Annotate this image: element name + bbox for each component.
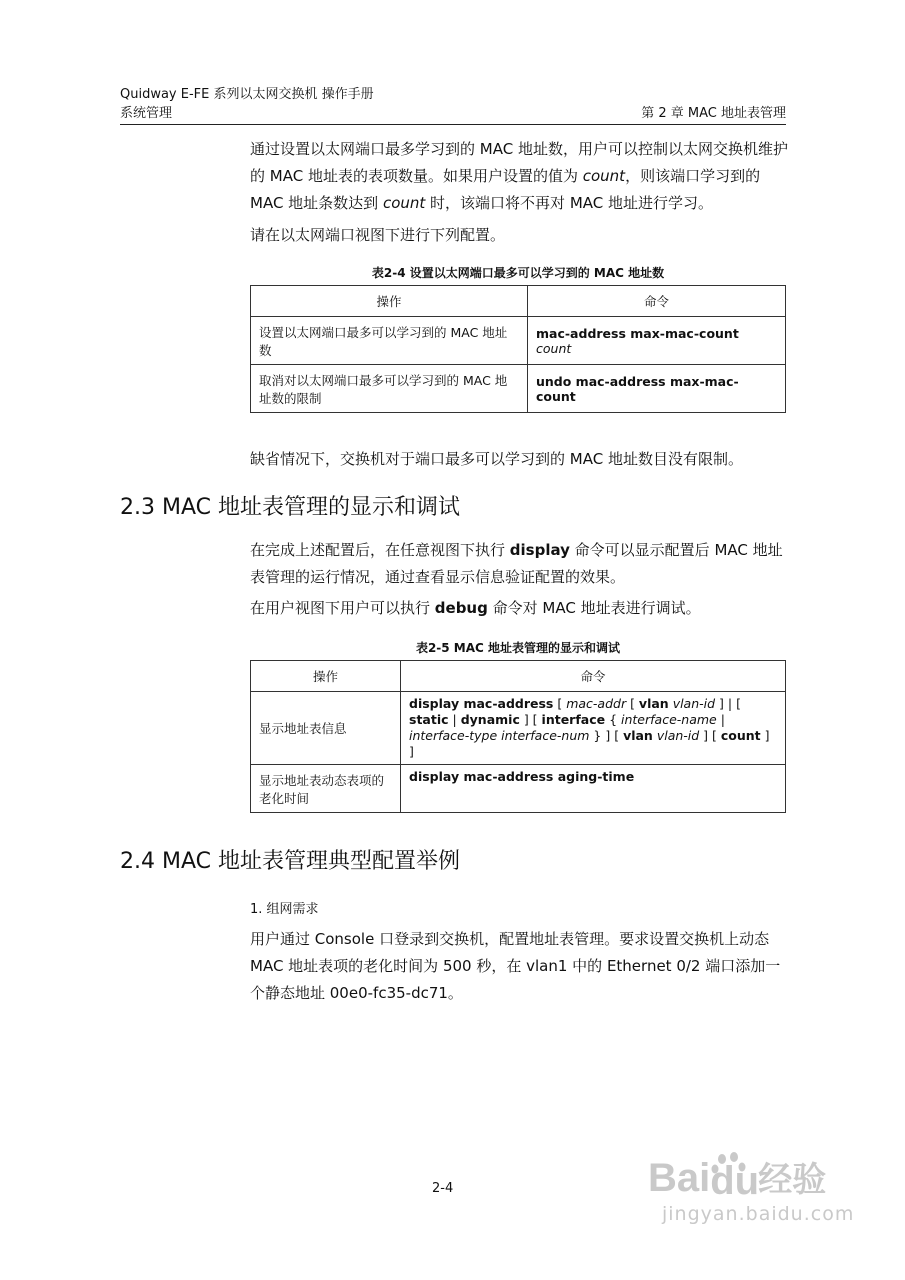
section-name: 系统管理 xyxy=(120,106,173,121)
intro-count-1: count xyxy=(582,167,626,185)
table4-header-row xyxy=(251,286,786,317)
table5-caption: 表2-5 MAC 地址表管理的显示和调试 xyxy=(415,641,621,655)
table4-row1-cmd-ital: count xyxy=(536,340,572,356)
table5-cmd-segment: [ xyxy=(626,696,639,711)
sec23-paragraph-1 xyxy=(250,537,790,591)
table-row xyxy=(251,692,786,765)
sec23-paragraph-2 xyxy=(250,595,790,622)
page-number: 2-4 xyxy=(432,1181,454,1196)
watermark-brand-cn: 经验 xyxy=(758,1161,827,1199)
section-2-3-title: 2.3 MAC 地址表管理的显示和调试 xyxy=(120,495,460,520)
chapter-name: 第 2 章 MAC 地址表管理 xyxy=(641,106,786,121)
table5-cmd-segment: vlan xyxy=(638,696,669,711)
table5-cmd-segment: ] [ xyxy=(519,712,542,727)
sec23-p2-cmd: debug xyxy=(434,599,488,617)
sec23-p1-cmd: display xyxy=(509,541,570,559)
table5-cmd-segment: mac-addr xyxy=(566,696,627,711)
table5-cmd-segment: { xyxy=(605,712,622,727)
sec24-paragraph: 用户通过 Console 口登录到交换机，配置地址表管理。要求设置交换机上动态 MAC 地址表项的老化时间为 500 秒，在 vlan1 中的 Ethernet 0/2 端口添加一个静态地址 00e0-fc35-dc71。 xyxy=(250,930,781,1002)
baidu-watermark-logo xyxy=(648,1152,826,1201)
subheading-networking-requirements: 1. 组网需求 xyxy=(250,902,319,917)
table5-cmd-segment: display mac-address xyxy=(409,696,554,711)
sec23-p1-b: 命令可以显示配置后 MAC 地址表管理的运行情况，通过查看显示信息验证配置的效果。 xyxy=(250,541,783,586)
table5-header-row xyxy=(251,661,786,692)
table4-row2-op: 取消对以太网端口最多可以学习到的 MAC 地址数的限制 xyxy=(251,365,528,413)
intro-instruction: 请在以太网端口视图下进行下列配置。 xyxy=(250,226,506,244)
table-row xyxy=(251,365,786,413)
table5-cmd-segment: interface-name xyxy=(621,712,717,727)
doc-title: Quidway E-FE 系列以太网交换机 操作手册 xyxy=(120,87,374,102)
intro-text-b: ，则该端口学习到的 MAC 地址条数达到 xyxy=(250,167,761,212)
table5-cmd-segment: | xyxy=(716,712,725,727)
table4 xyxy=(250,285,786,413)
intro-count-2: count xyxy=(382,194,426,212)
table4-col-cmd: 命令 xyxy=(528,286,786,317)
table4-row1-cmd xyxy=(528,317,786,365)
table5-cmd-segment: vlan-id xyxy=(672,696,716,711)
table5-cmd-segment: ] [ xyxy=(699,728,721,743)
sec23-p2-b: 命令对 MAC 地址表进行调试。 xyxy=(487,599,701,617)
table5-cmd-segment: interface xyxy=(541,712,606,727)
table5-row2-op: 显示地址表动态表项的老化时间 xyxy=(251,765,401,813)
table-row xyxy=(251,317,786,365)
table5-row2-cmd: display mac-address aging-time xyxy=(401,765,786,813)
table5-cmd-segment: | xyxy=(448,712,461,727)
table5-col-op: 操作 xyxy=(251,661,401,692)
table5-cmd-segment: static xyxy=(409,712,449,727)
table-row xyxy=(251,765,786,813)
table4-row1-op: 设置以太网端口最多可以学习到的 MAC 地址数 xyxy=(251,317,528,365)
sec23-p1-a: 在完成上述配置后，在任意视图下执行 xyxy=(250,541,510,559)
table5-cmd-segment: dynamic xyxy=(460,712,520,727)
watermark-brand-latin: Bai xyxy=(648,1156,711,1200)
baidu-paw-icon xyxy=(710,1159,760,1203)
header-rule xyxy=(120,124,786,125)
default-note: 缺省情况下，交换机对于端口最多可以学习到的 MAC 地址数目没有限制。 xyxy=(250,450,743,468)
sec23-p2-a: 在用户视图下用户可以执行 xyxy=(250,599,435,617)
table4-row2-cmd xyxy=(528,365,786,413)
table5 xyxy=(250,660,786,813)
table4-col-op: 操作 xyxy=(251,286,528,317)
table4-row2-cmd-bold: undo mac-address max-mac-count xyxy=(536,373,739,404)
table5-cmd-segment: ] | [ xyxy=(715,696,741,711)
table5-cmd-segment: vlan xyxy=(623,728,653,743)
watermark-brand-du: du xyxy=(710,1159,760,1203)
table4-caption: 表2-4 设置以太网端口最多可以学习到的 MAC 地址数 xyxy=(371,266,665,280)
table5-row1-cmd xyxy=(401,692,786,765)
table5-cmd-segment: } ] [ xyxy=(589,728,624,743)
watermark-url: jingyan.baidu.com xyxy=(662,1203,855,1225)
table5-row1-op: 显示地址表信息 xyxy=(251,692,401,765)
table5-cmd-segment: ] ] xyxy=(409,728,770,759)
section-2-4-title: 2.4 MAC 地址表管理典型配置举例 xyxy=(120,849,460,874)
table4-row1-cmd-bold: mac-address max-mac-count xyxy=(536,325,739,341)
table5-cmd-segment: count xyxy=(720,728,761,743)
table5-col-cmd: 命令 xyxy=(401,661,786,692)
intro-text-c: 时，该端口将不再对 MAC 地址进行学习。 xyxy=(425,194,714,212)
table5-cmd-segment: [ xyxy=(553,696,567,711)
intro-paragraph xyxy=(250,136,790,217)
table5-cmd-segment: interface-type interface-num xyxy=(409,728,590,743)
table5-cmd-segment: vlan-id xyxy=(656,728,700,743)
intro-text-a: 通过设置以太网端口最多学习到的 MAC 地址数，用户可以控制以太网交换机维护的 MAC 地址表的表项数量。如果用户设置的值为 xyxy=(250,140,788,185)
